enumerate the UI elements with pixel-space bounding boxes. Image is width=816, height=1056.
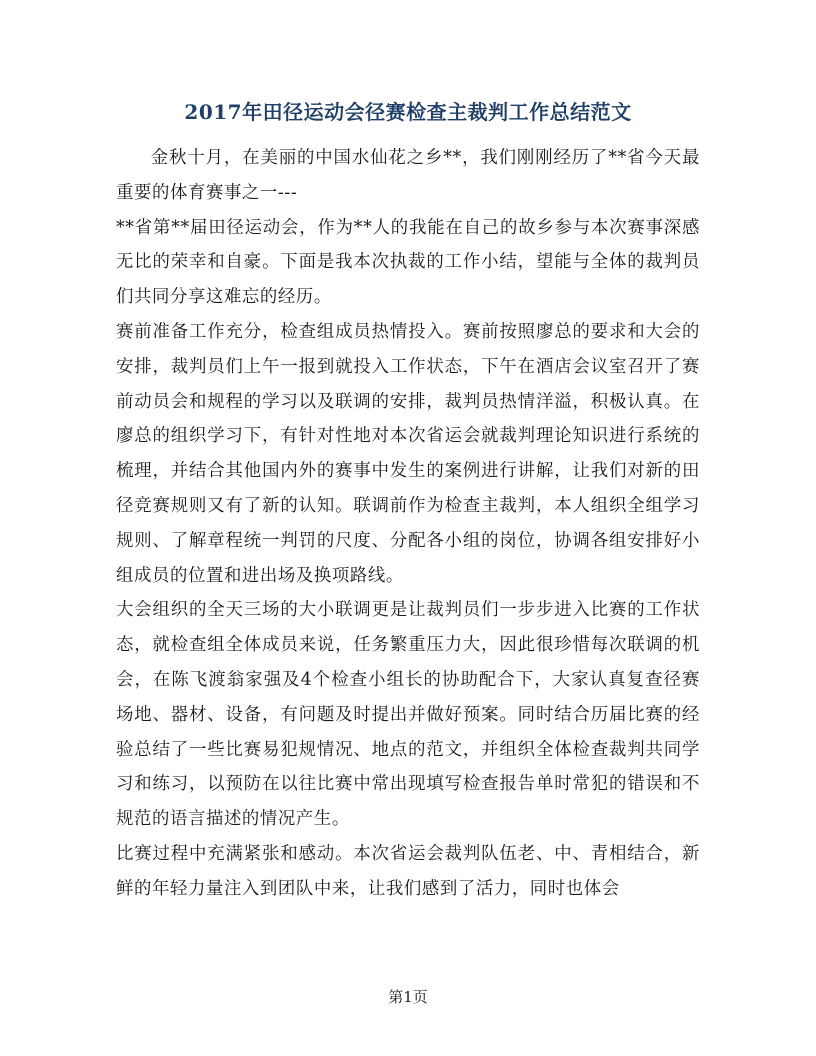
document-title: 2017年田径运动会径赛检查主裁判工作总结范文 <box>184 100 632 124</box>
paragraph-preparation: 赛前准备工作充分，检查组成员热情投入。赛前按照廖总的要求和大会的安排，裁判员们上午一报到就投入工作状态，下午在酒店会议室召开了赛前动员会和规程的学习以及联调的安排，裁判员热情洋溢，积极认真。在廖总的组织学习下，有针对性地对本次省运会就裁判理论知识进行系统的梳理，并结合其他国内外的赛事中发生的案例进行讲解，让我们对新的田径竞赛规则又有了新的认知。联调前作为检查主裁判，本人组织全组学习规则、了解章程统一判罚的尺度、分配各小组的岗位，协调各组安排好小组成员的位置和进出场及换项路线。 <box>116 321 700 586</box>
paragraph-joint-debugging: 大会组织的全天三场的大小联调更是让裁判员们一步步进入比赛的工作状态，就检查组全体成员来说，任务繁重压力大，因此很珍惜每次联调的机会，在陈飞渡翁家强及4个检查小组长的协助配合下，大家认真复查径赛场地、器材、设备，有问题及时提出并做好预案。同时结合历届比赛的经验总结了一些比赛易犯规情况、地点的范文，并组织全体检查裁判共同学习和练习，以预防在以往比赛中常出现填写检查报告单时常犯的错误和不规范的语言描述的情况产生。 <box>116 600 700 830</box>
document-body <box>116 141 700 907</box>
paragraph-competition: 比赛过程中充满紧张和感动。本次省运会裁判队伍老、中、青相结合，新鲜的年轻力量注入到团队中来，让我们感到了活力，同时也体会 <box>116 843 700 899</box>
paragraph-intro: 金秋十月，在美丽的中国水仙花之乡**，我们刚刚经历了**省今天最重要的体育赛事之一--- <box>116 148 700 203</box>
paragraph-games: **省第**届田径运动会，作为**人的我能在自己的故乡参与本次赛事深感无比的荣幸和自豪。下面是我本次执裁的工作小结，望能与全体的裁判员们共同分享这难忘的经历。 <box>116 217 700 308</box>
page-number: 第1页 <box>388 988 428 1006</box>
